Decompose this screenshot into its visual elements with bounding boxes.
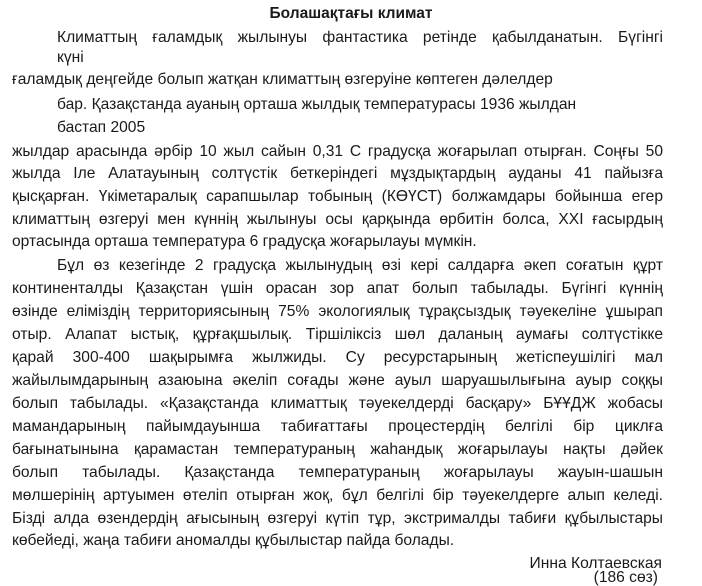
text-line-20: болып табылады. Қазақстанда температураның жоғарылауы жауын-шашын	[12, 464, 663, 481]
text-line-23: көбейеді, жаңа табиғи аномалды құбылыстар пайда болады.	[12, 532, 455, 549]
text-line-16: жайылымдарының азаюына әкеліп соғады және ауыл шаруашылығына ауыр соққы	[12, 372, 663, 389]
text-line-17: болып табылады. «Қазақстанда климаттық тәуекелдерді басқару» БҰҰДЖ жобасы	[12, 395, 663, 412]
text-line-12: континенталды Қазақстан үшін орасан зор апат болып табылады. Бүгінгі күннің	[12, 280, 663, 297]
author-name: Инна Колтаевская	[529, 555, 662, 572]
text-line-15: қарай 300-400 шақырымға жылжиды. Су ресурстарының жетіспеушілігі мал	[12, 349, 663, 366]
text-line-4: бар. Қазақстанда ауаның орташа жылдық температурасы 1936 жылдан	[57, 96, 577, 113]
text-line-14: отыр. Алапат ыстық, құрғақшылық. Тіршіліксіз шөл даланың аумағы солтүстікке	[12, 326, 663, 343]
text-line-10: ортасында орташа температура 6 градусқа жоғарылауы мүмкін.	[12, 233, 477, 250]
text-line-3: ғаламдық деңгейде болып жатқан климаттың өзгеруіне көптеген дәлелдер	[12, 71, 553, 88]
text-line-2: күні	[57, 49, 84, 66]
text-line-7: жылда Іле Алатауының солтүстік беткеріндегі мұздықтардың ауданы 41 пайызға	[12, 165, 663, 182]
text-line-18: мамандарының пайымдауынша табиғаттағы процестердің белгілі бір циклға	[12, 418, 663, 435]
text-line-9: климаттың өзгеруі мен күннің жылынуы осы қарқында өрбитін болса, XXI ғасырдың	[12, 211, 663, 228]
text-line-6: жылдар арасында әрбір 10 жыл сайын 0,31 С градусқа жоғарылап отырған. Соңғы 50	[12, 143, 663, 160]
text-line-21: мөлшерінің артуымен өтеліп отырған жоқ, бұл белгілі бір тәуекелдерге алып келеді.	[12, 487, 663, 504]
text-line-19: бағынатынына қарамастан температураның жаһандық жоғарылауы нақты дәйек	[12, 441, 663, 458]
document-title: Болашақтағы климат	[269, 5, 433, 22]
text-line-22: Бізді алда өзендердің ағысының өзгеруі күтіп тұр, экстрималды табиғи құбылыстары	[12, 510, 663, 527]
text-line-5: бастап 2005	[57, 119, 146, 136]
text-line-1: Климаттың ғаламдық жылынуы фантастика ретінде қабылданатын. Бүгінгі	[57, 29, 663, 46]
text-line-8: қысқарған. Үкіметаралық сарапшылар тобының (КӨҮСТ) болжамдары бойынша егер	[12, 188, 663, 205]
text-line-11: Бұл өз кезегінде 2 градусқа жылынудың өзі кері салдарға әкеп соғатын құрт	[57, 257, 663, 274]
text-line-13: өзінде еліміздің территориясының 75% экологиялық тұрақсыздық тәуекеліне ұшырап	[12, 303, 663, 320]
word-count: (186 сөз)	[593, 569, 658, 586]
